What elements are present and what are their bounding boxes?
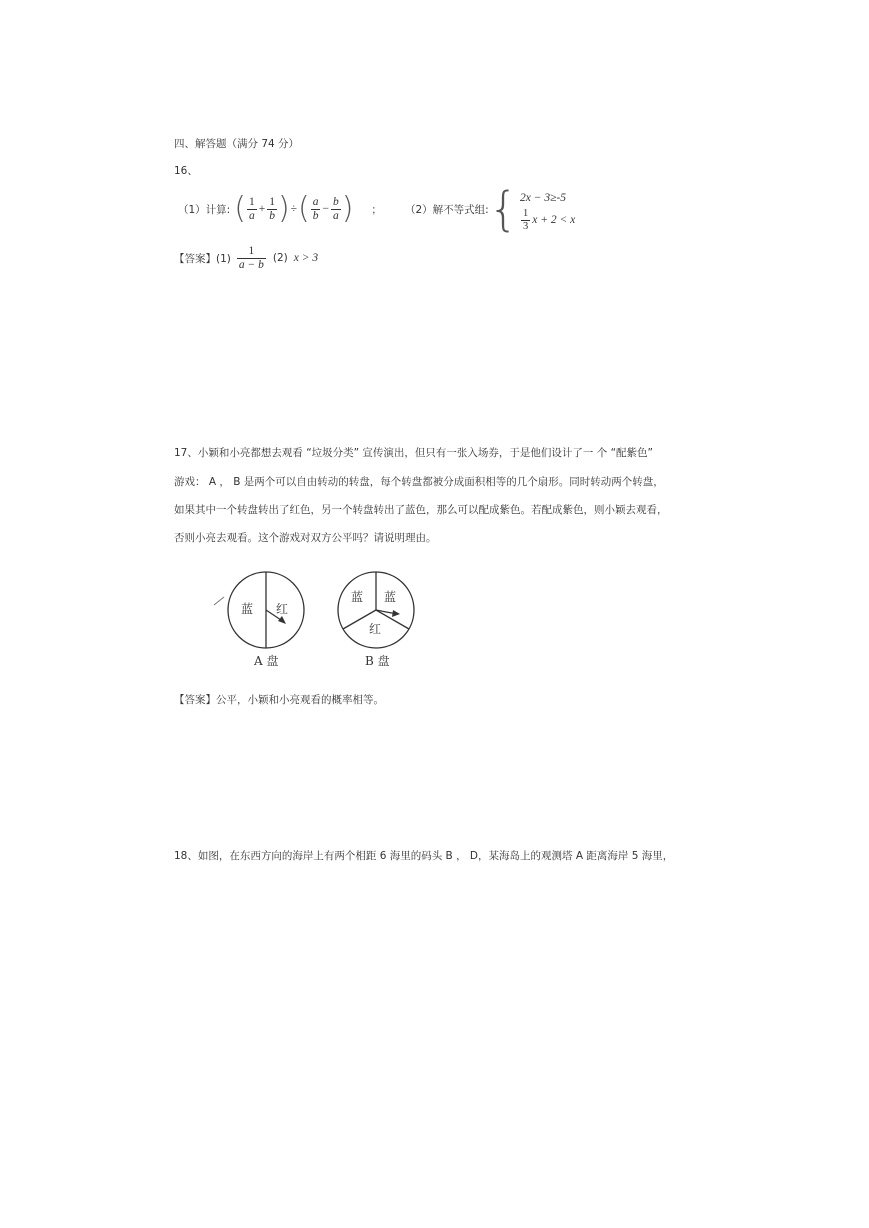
question-18-line-1: 18、如图，在东西方向的海岸上有两个相距 6 海里的码头 B ， D，某海岛上的观测塔 A 距离海岸 5 海里， [174,850,674,862]
answer-label: 【答案】(1) [174,252,231,265]
question-17-line-4: 否则小亮去观看。这个游戏对双方公平吗？请说明理由。 [174,532,437,544]
dial-a-caption: A 盘 [254,654,279,668]
right-paren: ) [277,191,290,226]
dial-a-right-label: 红 [276,602,289,616]
left-brace: { [488,182,518,236]
right-paren: ) [341,191,354,226]
dial-b-top-right-label: 蓝 [384,590,397,604]
answer-2-label: (2) [272,252,288,264]
question-16-number: 16、 [174,165,198,177]
question-16-answer [174,240,318,276]
part1-expression [234,191,354,226]
divide-sign: ÷ [290,203,297,215]
dial-a-left-label: 蓝 [241,602,254,616]
separator: ； [371,203,382,216]
dial-b-top-left-label: 蓝 [351,590,364,604]
question-17-answer: 【答案】公平，小颖和小亮观看的概率相等。 [174,694,384,706]
left-paren: ( [234,191,246,226]
question-16-part1 [178,190,382,228]
fraction-1-over-a: $\frac{1}{a}$ [248,196,255,222]
question-17-line-1: 17、小颖和小亮都想去观看 “垃圾分类” 宣传演出，但只有一张入场券，于是他们设计了一 个 “配紫色” [174,447,653,459]
part2-label: （2）解不等式组: [405,203,489,216]
minus-sign: − [322,203,329,215]
answer-1-fraction: $\frac{1}{a - b}$ [238,245,264,271]
scan-mark [214,597,224,605]
question-17-line-3: 如果其中一个转盘转出了红色，另一个转盘转出了蓝色，那么可以配成紫色。若配成紫色，则小颖去观看， [174,504,668,516]
fraction-1-over-b: $\frac{1}{b}$ [269,196,275,222]
section-heading: 四、解答题（满分 74 分） [174,138,300,150]
fraction-b-over-a: $\frac{b}{a}$ [332,196,339,222]
dial-b [338,572,414,668]
answer-2-value: x > 3 [293,252,319,264]
fraction-a-over-b: $\frac{a}{b}$ [312,196,319,222]
spinners-figure [200,565,440,675]
inequality-1: 2x − 3≥-5 [520,192,567,204]
inequality-system [488,182,576,236]
dial-b-caption: B 盘 [365,654,390,668]
question-16-part2 [405,184,575,234]
left-paren: ( [297,191,310,226]
plus-sign: + [258,203,266,215]
question-17-line-2: 游戏： A ， B 是两个可以自由转动的转盘，每个转盘都被分成面积相等的几个扇形。同时转动两个转盘， [174,476,664,488]
dial-a [228,572,304,668]
inequality-2: $\frac{1}{3}$ x + 2 < x [523,208,576,232]
part1-label: （1）计算: [178,203,231,216]
dial-b-bottom-label: 红 [369,622,382,636]
